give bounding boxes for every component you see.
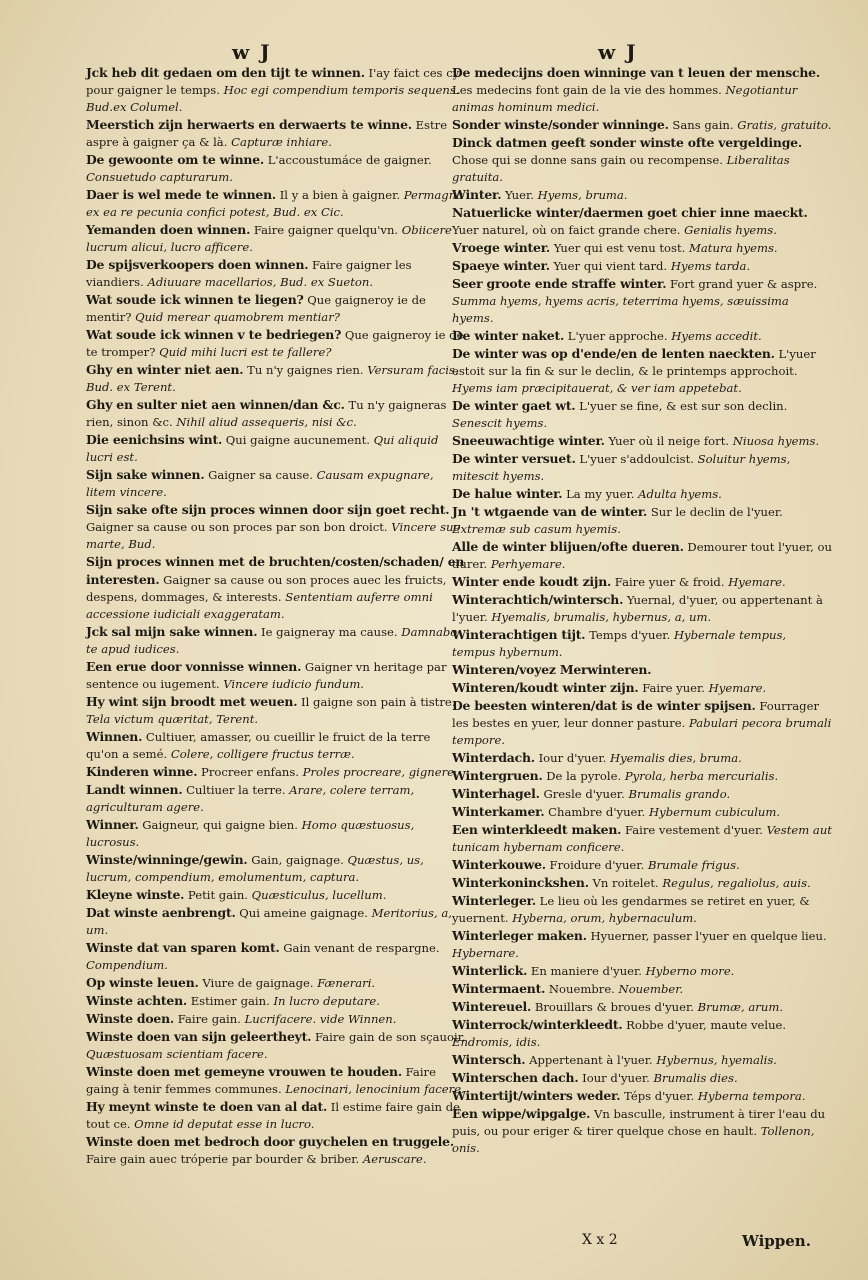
dictionary-entry: [86, 466, 466, 501]
dictionary-entry: [86, 64, 466, 116]
dictionary-entry: [452, 803, 832, 821]
french-gloss: Faire gaing à tenir femmes communes.: [86, 1065, 436, 1096]
french-gloss: Yuernal, d'yuer, ou appertenant à l'yuer.: [452, 593, 823, 624]
dictionary-entry: [86, 326, 466, 361]
dictionary-entry: [86, 116, 466, 151]
headword: Die eenichsins wint.: [86, 432, 223, 447]
dictionary-entry: [452, 962, 832, 980]
dictionary-entry: [452, 679, 832, 697]
headword: Winterachtigen tijt.: [452, 627, 586, 642]
french-gloss: Faire gaigner les viandiers.: [86, 258, 412, 289]
dictionary-entry: [452, 767, 832, 785]
dictionary-entry: [86, 1063, 466, 1098]
headword: Winste doen van sijn geleertheyt.: [86, 1029, 312, 1044]
headword: De winter naket.: [452, 328, 565, 343]
latin-gloss: Lenocinari, lenocinium facere.: [281, 1082, 465, 1096]
french-gloss: Faire gain auec tróperie par bourder & briber.: [86, 1152, 360, 1166]
latin-gloss: Hyemalis dies, bruma.: [606, 751, 742, 765]
french-gloss: Nouembre.: [545, 982, 615, 996]
french-gloss: Gresle d'yuer.: [539, 787, 625, 801]
latin-gloss: Hyems accedit.: [667, 329, 762, 343]
dictionary-entry: [452, 661, 832, 679]
headword: Winnen.: [86, 729, 143, 744]
french-gloss: Fourrager les bestes en yuer, leur donner pasture.: [452, 699, 820, 730]
latin-gloss: Adulta hyems.: [634, 487, 722, 501]
latin-gloss: Quid merear quamobrem mentiar?: [131, 310, 340, 324]
headword: Winste/winninge/gewin.: [86, 852, 248, 867]
dictionary-entry: [86, 151, 466, 186]
headword: Spaeye winter.: [452, 258, 550, 273]
dictionary-entry: [86, 623, 466, 658]
latin-gloss: Tela victum quæritat, Terent.: [86, 712, 259, 726]
latin-gloss: Hyemare.: [705, 681, 767, 695]
latin-gloss: Senescit hyems.: [452, 416, 548, 430]
french-gloss: Procreer enfans.: [197, 765, 299, 779]
french-gloss: Vn roitelet.: [588, 876, 659, 890]
dictionary-entry: [86, 939, 466, 974]
headword: Winterleger.: [452, 893, 536, 908]
dictionary-entry: [452, 432, 832, 450]
latin-gloss: Niuosa hyems.: [729, 434, 820, 448]
headword: Wintergruen.: [452, 768, 543, 783]
headword: De winter was op d'ende/en de lenten naeckten.: [452, 346, 775, 361]
french-gloss: Que gaigneroy ie de te tromper?: [86, 328, 464, 359]
headword: Een winterkleedt maken.: [452, 822, 622, 837]
dictionary-entry: [452, 1087, 832, 1105]
french-gloss: Tu n'y gaignes rien.: [243, 363, 364, 377]
french-gloss: Cultiuer, amasser, ou cueillir le fruict de la terre qu'on a semé.: [86, 730, 431, 761]
headword: Winste doen.: [86, 1011, 175, 1026]
headword: De winter gaet wt.: [452, 398, 576, 413]
latin-gloss: Liberalitas gratuita.: [452, 153, 790, 184]
headword: Winteren/voyez Merwinteren.: [452, 662, 652, 677]
headword: Winste achten.: [86, 993, 188, 1008]
french-gloss: Les medecins font gain de la vie des hommes.: [452, 83, 722, 97]
french-gloss: Iour d'yuer.: [534, 751, 607, 765]
french-gloss: Gaigneur, qui gaigne bien.: [138, 818, 298, 832]
dictionary-entry: [86, 693, 466, 728]
latin-gloss: Quid mihi lucri est te fallere?: [155, 345, 332, 359]
latin-gloss: Hoc egi compendium temporis sequens. Bud.ex Columel.: [86, 83, 460, 114]
french-gloss: Vn basculle, instrument à tirer l'eau du puis, ou pour eriger & tirer quelque chose en hault.: [452, 1107, 826, 1138]
french-gloss: L'accoustumáce de gaigner.: [264, 153, 432, 167]
latin-gloss: Brumalis dies.: [649, 1071, 738, 1085]
headword: Kleyne winste.: [86, 887, 185, 902]
latin-gloss: Colere, colligere fructus terræ.: [167, 747, 355, 761]
headword: Op winste leuen.: [86, 975, 199, 990]
french-gloss: Appertenant à l'yuer.: [525, 1053, 653, 1067]
dictionary-entry: [452, 503, 832, 538]
french-gloss: Froidure d'yuer.: [545, 858, 645, 872]
latin-gloss: Hybernare.: [452, 946, 519, 960]
dictionary-entry: [452, 980, 832, 998]
latin-gloss: Homo quæstuosus, lucrosus.: [86, 818, 415, 849]
dictionary-entry: [452, 327, 832, 345]
french-gloss: Yuer qui est venu tost.: [550, 241, 686, 255]
french-gloss: Gain venant de respargne.: [279, 941, 440, 955]
french-gloss: L'yuer approche.: [564, 329, 668, 343]
dictionary-entry: [86, 361, 466, 396]
latin-gloss: Aeruscare.: [359, 1152, 427, 1166]
dictionary-entry: [86, 553, 466, 623]
dictionary-entry: [452, 874, 832, 892]
dictionary-entry: [452, 573, 832, 591]
dictionary-entry: [452, 186, 832, 204]
dictionary-entry: [86, 186, 466, 221]
latin-gloss: Quæsticulus, lucellum.: [247, 888, 387, 902]
right-column: [452, 64, 832, 1157]
french-gloss: Viure de gaignage.: [198, 976, 314, 990]
latin-gloss: Arare, colere terram, agriculturam agere.: [86, 783, 415, 814]
dictionary-entry: [86, 221, 466, 256]
dictionary-entry: [86, 851, 466, 886]
dictionary-entry: [452, 397, 832, 432]
dictionary-entry: [86, 904, 466, 939]
french-gloss: Faire vestement d'yuer.: [621, 823, 763, 837]
headword: Sonder winste/sonder winninge.: [452, 117, 669, 132]
dictionary-entry: [452, 116, 832, 134]
latin-gloss: Pabulari pecora brumali tempore.: [452, 716, 832, 747]
french-gloss: Qui ameine gaignage.: [235, 906, 368, 920]
headword: De beesten winteren/dat is de winter spijsen.: [452, 698, 756, 713]
headword: Winteren/koudt winter zijn.: [452, 680, 639, 695]
headword: Jck sal mijn sake winnen.: [86, 624, 258, 639]
headword: De spijsverkoopers doen winnen.: [86, 257, 309, 272]
latin-gloss: Hyberna, orum, hybernaculum.: [508, 911, 697, 925]
french-gloss: Sur le declin de l'yuer.: [647, 505, 783, 519]
latin-gloss: Hyems iam præcipitauerat, & ver iam appetebat.: [452, 381, 742, 395]
headword: Sneeuwachtige winter.: [452, 433, 605, 448]
latin-gloss: Hyems tarda.: [667, 259, 751, 273]
dictionary-entry: [452, 626, 832, 661]
french-gloss: Téps d'yuer.: [620, 1089, 695, 1103]
french-gloss: La my yuer.: [562, 487, 635, 501]
latin-gloss: Causam expugnare, litem vincere.: [86, 468, 434, 499]
headword: De medecijns doen winninge van t leuen der mensche.: [452, 65, 820, 80]
french-gloss: Yuer qui vient tard.: [549, 259, 668, 273]
dictionary-entry: [86, 431, 466, 466]
latin-gloss: Regulus, regaliolus, auis.: [658, 876, 811, 890]
latin-gloss: Pyrola, herba mercurialis.: [621, 769, 779, 783]
headword: Sijn sake ofte sijn proces winnen door sijn goet recht.: [86, 502, 450, 517]
latin-gloss: Proles procreare, gignere.: [299, 765, 458, 779]
headword: Winterkoninckshen.: [452, 875, 589, 890]
latin-gloss: Hyberna tempora.: [694, 1089, 806, 1103]
headword: Sijn proces winnen met de bruchten/costen/schaden/ en interesten.: [86, 554, 465, 587]
dictionary-entry: [452, 1069, 832, 1087]
latin-gloss: Compendium.: [86, 958, 168, 972]
latin-gloss: Endromis, idis.: [452, 1035, 541, 1049]
dictionary-entry: [452, 450, 832, 485]
headword: Winter.: [452, 187, 502, 202]
dictionary-entry: [86, 781, 466, 816]
french-gloss: Brouillars & broues d'yuer.: [531, 1000, 694, 1014]
headword: Alle de winter blijuen/ofte dueren.: [452, 539, 684, 554]
latin-gloss: Brumæ, arum.: [693, 1000, 783, 1014]
latin-gloss: Gratis, gratuito.: [733, 118, 832, 132]
dictionary-entry: [452, 1016, 832, 1051]
signature-mark: X x 2: [582, 1232, 618, 1248]
dictionary-entry: [86, 658, 466, 693]
dictionary-entry: [452, 485, 832, 503]
headword: Winterleger maken.: [452, 928, 587, 943]
latin-gloss: Perhyemare.: [487, 557, 566, 571]
headword: Winterschen dach.: [452, 1070, 579, 1085]
dictionary-entry: [86, 816, 466, 851]
french-gloss: Estre aspre à gaigner ça & là.: [86, 118, 448, 149]
french-gloss: Il gaigne son pain à tistre.: [297, 695, 456, 709]
latin-gloss: Hyemare.: [724, 575, 786, 589]
french-gloss: Sans gain.: [668, 118, 734, 132]
headword: Winterkamer.: [452, 804, 545, 819]
french-gloss: Hyuerner, passer l'yuer en quelque lieu.: [586, 929, 827, 943]
dictionary-entry: [86, 728, 466, 763]
latin-gloss: Hybernale tempus, tempus hybernum.: [452, 628, 787, 659]
french-gloss: De la pyrole.: [542, 769, 622, 783]
dictionary-entry: [452, 591, 832, 626]
dictionary-entry: [452, 1105, 832, 1157]
running-head-right: w J: [598, 40, 638, 64]
latin-gloss: Brumalis grando.: [624, 787, 731, 801]
dictionary-entry: [452, 538, 832, 573]
dictionary-entry: [452, 204, 832, 239]
dictionary-entry: [452, 345, 832, 397]
headword: Winterrock/winterkleedt.: [452, 1017, 623, 1032]
left-column: [86, 64, 466, 1168]
headword: Winste doen met bedroch door guychelen en truggele.: [86, 1134, 454, 1149]
latin-gloss: Adiuuare macellarios, Bud. ex Sueton.: [143, 275, 373, 289]
headword: Winste dat van sparen komt.: [86, 940, 280, 955]
latin-gloss: Damnabo te apud iudices.: [86, 625, 458, 656]
catchword: Wippen.: [742, 1232, 811, 1250]
french-gloss: Ie gaigneray ma cause.: [257, 625, 398, 639]
latin-gloss: Versuram facis, Bud. ex Terent.: [86, 363, 459, 394]
headword: Wat soude ick winnen v te bedriegen?: [86, 327, 342, 342]
headword: Hy meynt winste te doen van al dat.: [86, 1099, 328, 1114]
headword: Jn 't wtgaende van de winter.: [452, 504, 648, 519]
latin-gloss: Brumale frigus.: [644, 858, 740, 872]
dictionary-entry: [86, 763, 466, 781]
latin-gloss: Nihil aliud assequeris, nisi &c.: [172, 415, 357, 429]
headword: Een erue door vonnisse winnen.: [86, 659, 302, 674]
headword: Winter ende koudt zijn.: [452, 574, 612, 589]
headword: Kinderen winne.: [86, 764, 198, 779]
french-gloss: Chose qui se donne sans gain ou recompense.: [452, 153, 723, 167]
dictionary-entry: [86, 256, 466, 291]
headword: Winterachtich/wintersch.: [452, 592, 624, 607]
french-gloss: Gain, gaignage.: [247, 853, 344, 867]
french-gloss: Gaigner vn heritage par sentence ou iugement.: [86, 660, 447, 691]
dictionary-entry: [86, 1098, 466, 1133]
headword: De winter versuet.: [452, 451, 576, 466]
dictionary-entry: [452, 239, 832, 257]
headword: Sijn sake winnen.: [86, 467, 205, 482]
latin-gloss: Meritorius, a, um.: [86, 906, 452, 937]
headword: Dinck datmen geeft sonder winste ofte vergeldinge.: [452, 135, 802, 150]
french-gloss: Yuer.: [501, 188, 534, 202]
headword: Yemanden doen winnen.: [86, 222, 251, 237]
dictionary-entry: [452, 892, 832, 927]
headword: Ghy en winter niet aen.: [86, 362, 244, 377]
latin-gloss: Negotiantur animas hominum medici.: [452, 83, 798, 114]
latin-gloss: Sententiam auferre omni accessione iudiciali exaggeratam.: [86, 590, 433, 621]
dictionary-entry: [452, 785, 832, 803]
french-gloss: Gaigner sa cause.: [204, 468, 313, 482]
dictionary-entry: [86, 886, 466, 904]
dictionary-entry: [86, 974, 466, 992]
french-gloss: Yuer où il neige fort.: [604, 434, 730, 448]
french-gloss: I'ay faict ces cy pour gaigner le temps.: [86, 66, 460, 97]
latin-gloss: Genialis hyems.: [680, 223, 777, 237]
french-gloss: Cultiuer la terre.: [182, 783, 286, 797]
dictionary-entry: [86, 396, 466, 431]
dictionary-entry: [452, 697, 832, 749]
latin-gloss: Soluitur hyems, mitescit hyems.: [452, 452, 791, 483]
headword: Daer is wel mede te winnen.: [86, 187, 277, 202]
dictionary-entry: [86, 1028, 466, 1063]
latin-gloss: Quæstuosam scientiam facere.: [86, 1047, 268, 1061]
french-gloss: Tu n'y gaigneras rien, sinon &c.: [86, 398, 447, 429]
french-gloss: Gaigner sa cause ou son proces par son bon droict.: [86, 520, 388, 534]
french-gloss: Faire gaigner quelqu'vn.: [250, 223, 399, 237]
headword: Vroege winter.: [452, 240, 551, 255]
french-gloss: Il y a bien à gaigner.: [276, 188, 401, 202]
headword: Winste doen met gemeyne vrouwen te houden.: [86, 1064, 402, 1079]
latin-gloss: Capturæ inhiare.: [227, 135, 332, 149]
dictionary-entry: [452, 275, 832, 327]
french-gloss: Gaigner sa cause ou son proces auec les fruicts, despens, dommages, & interests.: [86, 573, 447, 604]
french-gloss: En maniere d'yuer.: [527, 964, 642, 978]
french-gloss: Que gaigneroy ie de mentir?: [86, 293, 426, 324]
headword: Winner.: [86, 817, 139, 832]
latin-gloss: Vincere suo marte, Bud.: [86, 520, 461, 551]
french-gloss: Chambre d'yuer.: [544, 805, 646, 819]
french-gloss: Faire gain de son sçauoir.: [311, 1030, 466, 1044]
latin-gloss: Extremæ sub casum hyemis.: [452, 522, 621, 536]
headword: De gewoonte om te winne.: [86, 152, 265, 167]
headword: Wat soude ick winnen te liegen?: [86, 292, 304, 307]
latin-gloss: Quæstus, us, lucrum, compendium, emolumentum, captura.: [86, 853, 424, 884]
latin-gloss: Obiicere lucrum alicui, lucro afficere.: [86, 223, 452, 254]
latin-gloss: Hybernum cubiculum.: [645, 805, 781, 819]
latin-gloss: Matura hyems.: [685, 241, 778, 255]
headword: Wintertijt/winters weder.: [452, 1088, 621, 1103]
headword: Meerstich zijn herwaerts en derwaerts te winne.: [86, 117, 412, 132]
french-gloss: Petit gain.: [184, 888, 248, 902]
dictionary-entry: [452, 257, 832, 275]
latin-gloss: Hybernus, hyemalis.: [652, 1053, 777, 1067]
latin-gloss: Tollenon, onis.: [452, 1124, 815, 1155]
headword: Dat winste aenbrengt.: [86, 905, 236, 920]
headword: De halue winter.: [452, 486, 563, 501]
dictionary-entry: [452, 998, 832, 1016]
latin-gloss: Omne id deputat esse in lucro.: [130, 1117, 315, 1131]
dictionary-entry: [452, 64, 832, 116]
french-gloss: L'yuer se fine, & est sur son declin.: [575, 399, 788, 413]
latin-gloss: In lucro deputare.: [269, 994, 380, 1008]
latin-gloss: Summa hyems, hyems acris, teterrima hyems, sæuissima hyems.: [452, 294, 789, 325]
french-gloss: Robbe d'yuer, maute velue.: [622, 1018, 787, 1032]
french-gloss: Estimer gain.: [187, 994, 270, 1008]
latin-gloss: Consuetudo capturarum.: [86, 170, 233, 184]
dictionary-entry: [86, 992, 466, 1010]
latin-gloss: Fænerari.: [313, 976, 376, 990]
headword: Wintersch.: [452, 1052, 526, 1067]
latin-gloss: Vestem aut tunicam hybernam conficere.: [452, 823, 832, 854]
french-gloss: Le lieu où les gendarmes se retiret en yuer, & yuernent.: [452, 894, 810, 925]
headword: Jck heb dit gedaen om den tijt te winnen.: [86, 65, 365, 80]
french-gloss: Qui gaigne aucunement.: [222, 433, 370, 447]
latin-gloss: Vincere iudicio fundum.: [219, 677, 364, 691]
dictionary-entry: [452, 856, 832, 874]
headword: Hy wint sijn broodt met weuen.: [86, 694, 298, 709]
latin-gloss: Hyems, bruma.: [533, 188, 628, 202]
french-gloss: L'yuer estoit sur la fin & sur le declin, & le printemps approchoit.: [452, 347, 816, 378]
headword: Winterdach.: [452, 750, 535, 765]
french-gloss: Demourer tout l'yuer, ou durer.: [452, 540, 832, 571]
dictionary-entry: [86, 1133, 466, 1168]
french-gloss: L'yuer s'addoulcist.: [575, 452, 694, 466]
french-gloss: Il estime faire gain de tout ce.: [86, 1100, 460, 1131]
french-gloss: Faire yuer & froid.: [611, 575, 725, 589]
latin-gloss: Hyemalis, brumalis, hybernus, a, um.: [487, 610, 712, 624]
french-gloss: Faire gain.: [174, 1012, 241, 1026]
headword: Een wippe/wipgalge.: [452, 1106, 591, 1121]
latin-gloss: Lucrifacere. vide Winnen.: [240, 1012, 397, 1026]
headword: Winterhagel.: [452, 786, 540, 801]
french-gloss: Yuer naturel, où on faict grande chere.: [452, 223, 681, 237]
dictionary-entry: [452, 1051, 832, 1069]
headword: Natuerlicke winter/daermen goet chier inne maeckt.: [452, 205, 808, 220]
dictionary-entry: [452, 134, 832, 186]
dictionary-entry: [452, 749, 832, 767]
headword: Ghy en sulter niet aen winnen/dan &c.: [86, 397, 345, 412]
headword: Seer groote ende straffe winter.: [452, 276, 667, 291]
headword: Winterlick.: [452, 963, 528, 978]
headword: Wintereuel.: [452, 999, 532, 1014]
latin-gloss: Nouember.: [614, 982, 684, 996]
dictionary-entry: [86, 501, 466, 553]
french-gloss: Iour d'yuer.: [578, 1071, 650, 1085]
headword: Wintermaent.: [452, 981, 546, 996]
latin-gloss: Hyberno more.: [642, 964, 735, 978]
latin-gloss: Qui aliquid lucri est.: [86, 433, 439, 464]
running-head-left: w J: [232, 40, 272, 64]
french-gloss: Faire yuer.: [638, 681, 705, 695]
latin-gloss: Permagna ex ea re pecunia confici potest, Bud. ex Cic.: [86, 188, 464, 219]
french-gloss: Temps d'yuer.: [585, 628, 671, 642]
french-gloss: Fort grand yuer & aspre.: [666, 277, 818, 291]
dictionary-entry: [452, 927, 832, 962]
dictionary-entry: [452, 821, 832, 856]
dictionary-entry: [86, 1010, 466, 1028]
headword: Winterkouwe.: [452, 857, 546, 872]
headword: Landt winnen.: [86, 782, 183, 797]
dictionary-entry: [86, 291, 466, 326]
